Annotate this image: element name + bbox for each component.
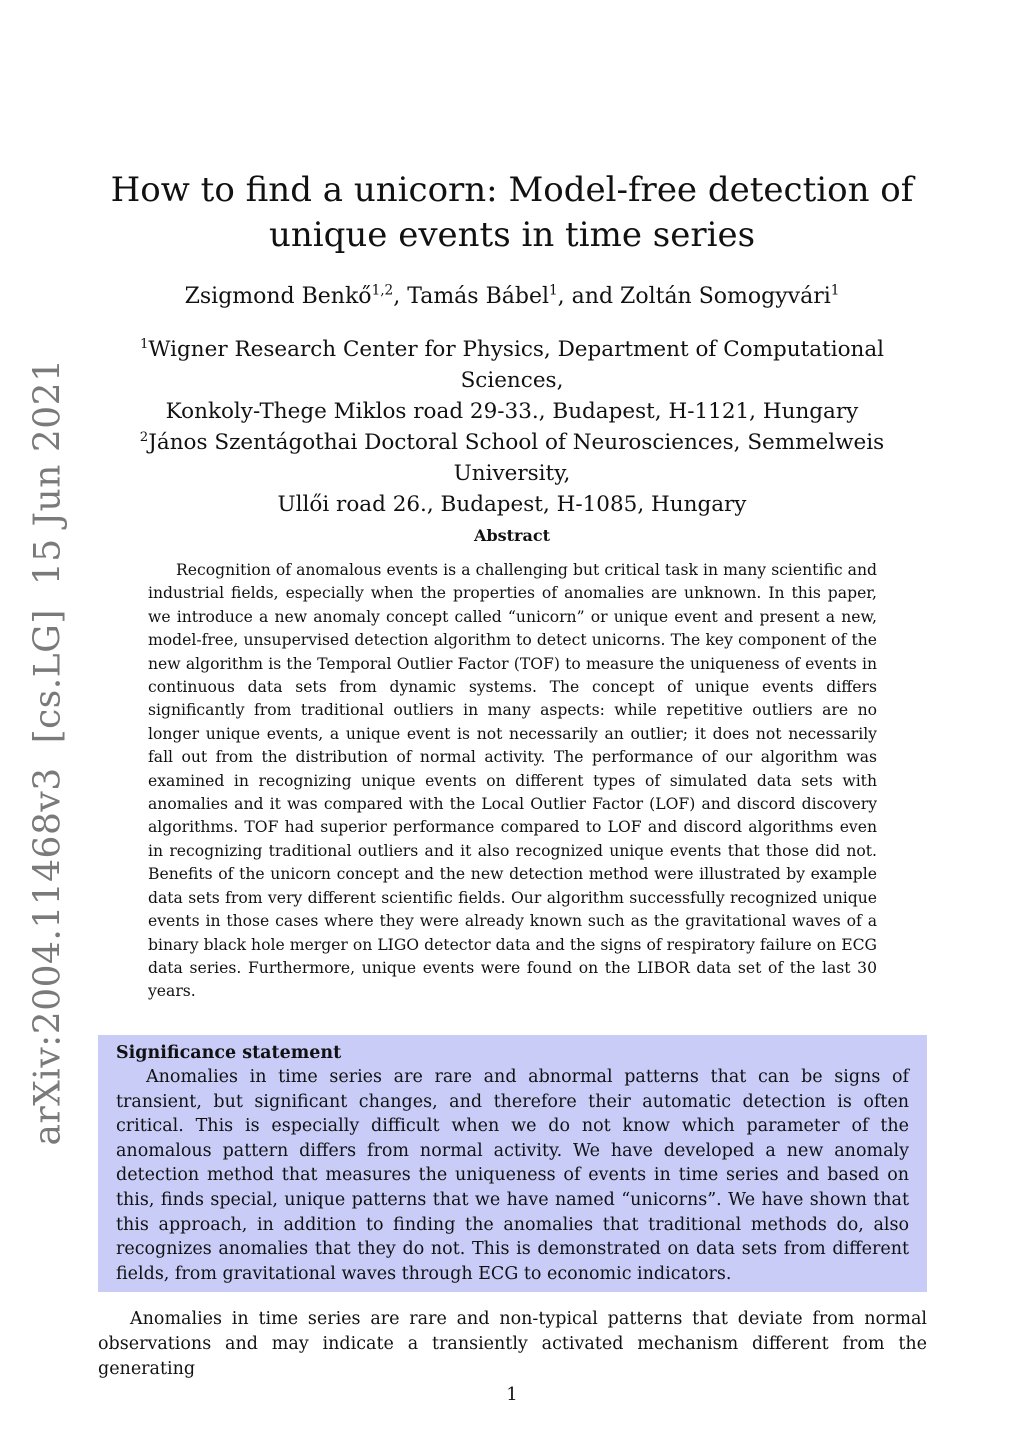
abstract-text: Recognition of anomalous events is a challenging but critical task in many scientific and industrial fields, especially when the properties of anomalies are unknown. In this paper, we introduce a new anomaly concept called “unicorn” or unique event and present a new, model-free, unsupervised detection algorithm to detect unicorns. The key component of the new algorithm is the Temporal Outlier Factor (TOF) to measure the uniqueness of events in continuous data sets from dynamic systems. The concept of unique events differs significantly from traditional outliers in many aspects: while repetitive outliers are no longer unique events, a unique event is not necessarily an outlier; it does not necessarily fall out from the distribution of normal activity. The performance of our algorithm was examined in recognizing unique events on different types of simulated data sets with anomalies and it was compared with the Local Outlier Factor (LOF) and discord discovery algorithms. TOF had superior performance compared to LOF and discord algorithms even in recognizing traditional outliers and it also recognized unique events that those did not. Benefits of the unicorn concept and the new detection method were illustrated by example data sets from very different scientific fields. Our algorithm successfully recognized unique events in those cases where they were already known such as the gravitational waves of a binary black hole merger on LIGO detector data and the signs of respiratory failure on ECG data series. Furthermore, unique events were found on the LIBOR data set of the last 30 years. [148, 561, 877, 1001]
arxiv-id: arXiv:2004.11468v3 [27, 767, 69, 1146]
author-name: Zoltán Somogyvári [620, 284, 831, 309]
author-affiliation-mark: 1 [549, 282, 558, 299]
affiliation [90, 334, 934, 396]
arxiv-identifier-stamp [28, 353, 69, 1152]
author-name: Tamás Bábel [407, 284, 549, 309]
affiliations [90, 334, 934, 520]
author-separator: , and [557, 284, 621, 309]
author-separator: , [393, 284, 408, 309]
affiliation-line: Wigner Research Center for Physics, Department of Computational Sciences, [148, 337, 885, 393]
affiliation-line: János Szentágothai Doctoral School of Neurosciences, Semmelweis University, [148, 430, 885, 486]
author-list [110, 282, 914, 312]
affiliation-address: Konkoly-Thege Miklos road 29-33., Budapest, H-1121, Hungary [165, 399, 859, 424]
affiliation-address: Ullői road 26., Budapest, H-1085, Hungary [277, 492, 747, 517]
page-number: 1 [506, 1384, 518, 1405]
abstract-heading: Abstract [474, 526, 550, 545]
author-name: Zsigmond Benkő [184, 284, 372, 309]
affiliation-mark: 2 [139, 429, 149, 445]
arxiv-date: 15 Jun 2021 [27, 358, 69, 586]
author-affiliation-mark: 1,2 [371, 282, 394, 299]
significance-heading: Significance statement [116, 1043, 342, 1063]
significance-statement-box [98, 1035, 927, 1292]
affiliation [90, 427, 934, 489]
affiliation-mark: 1 [139, 336, 149, 352]
significance-text: Anomalies in time series are rare and abnormal patterns that can be signs of transient, but significant changes, and therefore their automatic detection is often critical. This is especially difficult when we do not know which parameter of the anomalous pattern differs from normal activity. We have developed a new anomaly detection method that measures the uniqueness of events in time series and based on this, finds special, unique patterns that we have named “unicorns”. We have shown that this approach, in addition to finding the anomalies that traditional methods do, also recognizes anomalies that they do not. This is demonstrated on data sets from different fields, from gravitational waves through ECG to economic indicators. [116, 1067, 909, 1284]
arxiv-category: [cs.LG] [27, 609, 69, 744]
intro-paragraph: Anomalies in time series are rare and non-typical patterns that deviate from normal observations and may indicate a transiently activated mechanism different from the generating [98, 1309, 927, 1379]
paper-title: How to find a unicorn: Model-free detection of unique events in time series [110, 170, 914, 255]
author-affiliation-mark: 1 [830, 282, 840, 299]
